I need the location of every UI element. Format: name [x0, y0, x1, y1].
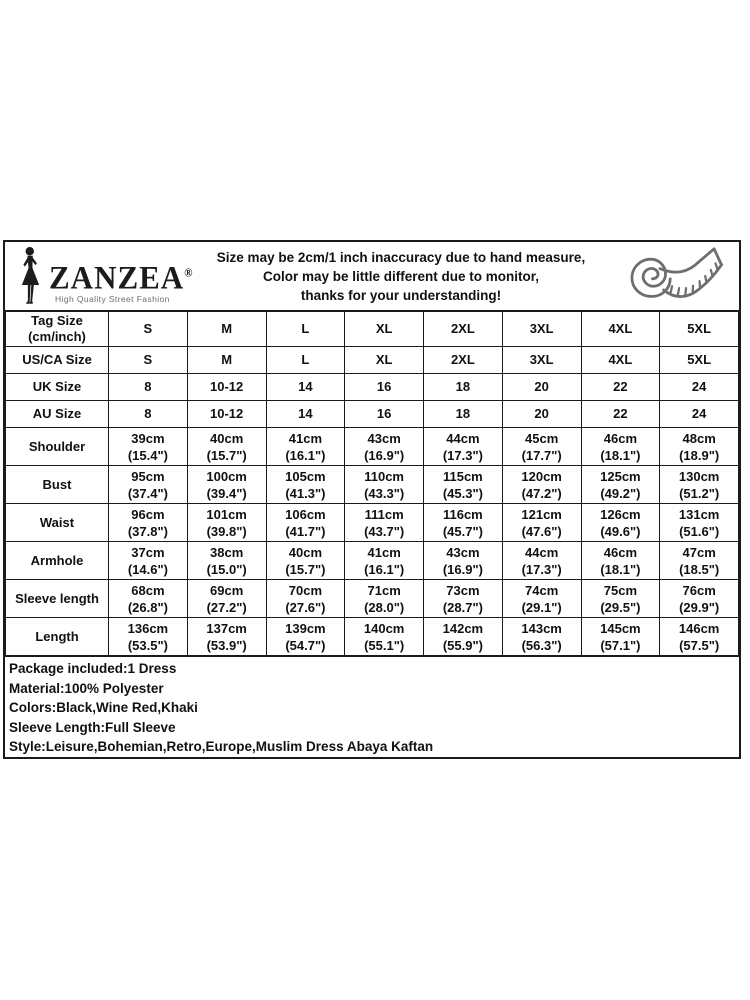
value-cell: 96cm (37.8") — [109, 504, 188, 542]
value-cell: 43cm (16.9") — [345, 428, 424, 466]
detail-line: Package included:1 Dress — [9, 661, 177, 676]
table-row — [6, 466, 739, 504]
woman-silhouette-icon — [11, 246, 47, 306]
value-cell: 14 — [266, 401, 345, 428]
brand-text — [49, 258, 193, 307]
value-cell: 142cm (55.9") — [424, 618, 503, 656]
product-details — [5, 656, 739, 757]
value-cell: 24 — [660, 374, 739, 401]
value-cell: 131cm (51.6") — [660, 504, 739, 542]
size-chart-sheet — [3, 240, 741, 759]
value-cell: 5XL — [660, 347, 739, 374]
value-cell: 22 — [581, 401, 660, 428]
row-label-cell: Tag Size (cm/inch) — [6, 312, 109, 347]
detail-line: Material:100% Polyester — [9, 680, 164, 696]
value-cell: 120cm (47.2") — [502, 466, 581, 504]
row-label-cell: Length — [6, 618, 109, 656]
value-cell: 125cm (49.2") — [581, 466, 660, 504]
row-label-cell: Shoulder — [6, 428, 109, 466]
value-cell: 40cm (15.7") — [187, 428, 266, 466]
value-cell: 73cm (28.7") — [424, 580, 503, 618]
value-cell: 10-12 — [187, 401, 266, 428]
row-label-cell: Bust — [6, 466, 109, 504]
value-cell: 95cm (37.4") — [109, 466, 188, 504]
value-cell: 44cm (17.3") — [502, 542, 581, 580]
value-cell: 46cm (18.1") — [581, 428, 660, 466]
value-cell: 76cm (29.9") — [660, 580, 739, 618]
table-row — [6, 618, 739, 656]
value-cell: 5XL — [660, 312, 739, 347]
value-cell: 46cm (18.1") — [581, 542, 660, 580]
value-cell: 48cm (18.9") — [660, 428, 739, 466]
table-row — [6, 542, 739, 580]
measuring-tape-icon — [617, 245, 729, 307]
value-cell: 136cm (53.5") — [109, 618, 188, 656]
value-cell: 100cm (39.4") — [187, 466, 266, 504]
row-label-cell: US/CA Size — [6, 347, 109, 374]
notice-line: Color may be little different due to monitor, — [262, 268, 540, 284]
value-cell: 3XL — [502, 312, 581, 347]
notice-line: Size may be 2cm/1 inch inaccuracy due to hand measure, — [216, 249, 586, 265]
size-table — [5, 311, 739, 656]
value-cell: 110cm (43.3") — [345, 466, 424, 504]
value-cell: 139cm (54.7") — [266, 618, 345, 656]
value-cell: 3XL — [502, 347, 581, 374]
value-cell: 146cm (57.5") — [660, 618, 739, 656]
value-cell: 2XL — [424, 312, 503, 347]
value-cell: XL — [345, 312, 424, 347]
table-row — [6, 504, 739, 542]
row-label-cell: UK Size — [6, 374, 109, 401]
value-cell: 18 — [424, 401, 503, 428]
registered-mark: ® — [184, 266, 193, 280]
value-cell: 45cm (17.7") — [502, 428, 581, 466]
value-cell: 43cm (16.9") — [424, 542, 503, 580]
value-cell: 20 — [502, 374, 581, 401]
value-cell: 68cm (26.8") — [109, 580, 188, 618]
table-row — [6, 428, 739, 466]
row-label-cell: Armhole — [6, 542, 109, 580]
value-cell: 38cm (15.0") — [187, 542, 266, 580]
detail-line: Colors:Black,Wine Red,Khaki — [9, 700, 198, 715]
value-cell: 74cm (29.1") — [502, 580, 581, 618]
value-cell: 16 — [345, 401, 424, 428]
value-cell: 41cm (16.1") — [345, 542, 424, 580]
value-cell: S — [109, 347, 188, 374]
table-row — [6, 401, 739, 428]
value-cell: 8 — [109, 401, 188, 428]
value-cell: 126cm (49.6") — [581, 504, 660, 542]
value-cell: 37cm (14.6") — [109, 542, 188, 580]
value-cell: 18 — [424, 374, 503, 401]
value-cell: 121cm (47.6") — [502, 504, 581, 542]
value-cell: L — [266, 347, 345, 374]
value-cell: L — [266, 312, 345, 347]
value-cell: 145cm (57.1") — [581, 618, 660, 656]
value-cell: 69cm (27.2") — [187, 580, 266, 618]
notice-line: thanks for your understanding! — [300, 287, 502, 303]
detail-line: Sleeve Length:Full Sleeve — [9, 719, 176, 735]
brand-logo — [11, 246, 193, 306]
row-label-cell: Sleeve length — [6, 580, 109, 618]
measure-notice — [189, 248, 613, 305]
value-cell: 24 — [660, 401, 739, 428]
value-cell: 8 — [109, 374, 188, 401]
value-cell: 140cm (55.1") — [345, 618, 424, 656]
value-cell: 4XL — [581, 312, 660, 347]
value-cell: 71cm (28.0") — [345, 580, 424, 618]
value-cell: 44cm (17.3") — [424, 428, 503, 466]
value-cell: 39cm (15.4") — [109, 428, 188, 466]
value-cell: 70cm (27.6") — [266, 580, 345, 618]
table-row — [6, 312, 739, 347]
brand-name: ZANZEA® — [49, 258, 193, 296]
value-cell: 10-12 — [187, 374, 266, 401]
value-cell: 105cm (41.3") — [266, 466, 345, 504]
value-cell: 137cm (53.9") — [187, 618, 266, 656]
table-header — [5, 242, 739, 311]
value-cell: 101cm (39.8") — [187, 504, 266, 542]
value-cell: 47cm (18.5") — [660, 542, 739, 580]
value-cell: 130cm (51.2") — [660, 466, 739, 504]
value-cell: 20 — [502, 401, 581, 428]
value-cell: 22 — [581, 374, 660, 401]
table-row — [6, 580, 739, 618]
value-cell: 14 — [266, 374, 345, 401]
value-cell: 111cm (43.7") — [345, 504, 424, 542]
value-cell: 4XL — [581, 347, 660, 374]
value-cell: 75cm (29.5") — [581, 580, 660, 618]
value-cell: 106cm (41.7") — [266, 504, 345, 542]
value-cell: 116cm (45.7") — [424, 504, 503, 542]
value-cell: 16 — [345, 374, 424, 401]
row-label-cell: Waist — [6, 504, 109, 542]
value-cell: S — [109, 312, 188, 347]
value-cell: 40cm (15.7") — [266, 542, 345, 580]
value-cell: M — [187, 347, 266, 374]
value-cell: 2XL — [424, 347, 503, 374]
table-row — [6, 347, 739, 374]
value-cell: XL — [345, 347, 424, 374]
value-cell: 143cm (56.3") — [502, 618, 581, 656]
row-label-cell: AU Size — [6, 401, 109, 428]
table-row — [6, 374, 739, 401]
detail-line: Style:Leisure,Bohemian,Retro,Europe,Muslim Dress Abaya Kaftan — [9, 739, 434, 754]
value-cell: 41cm (16.1") — [266, 428, 345, 466]
value-cell: 115cm (45.3") — [424, 466, 503, 504]
brand-tagline: High Quality Street Fashion — [55, 293, 170, 304]
value-cell: M — [187, 312, 266, 347]
